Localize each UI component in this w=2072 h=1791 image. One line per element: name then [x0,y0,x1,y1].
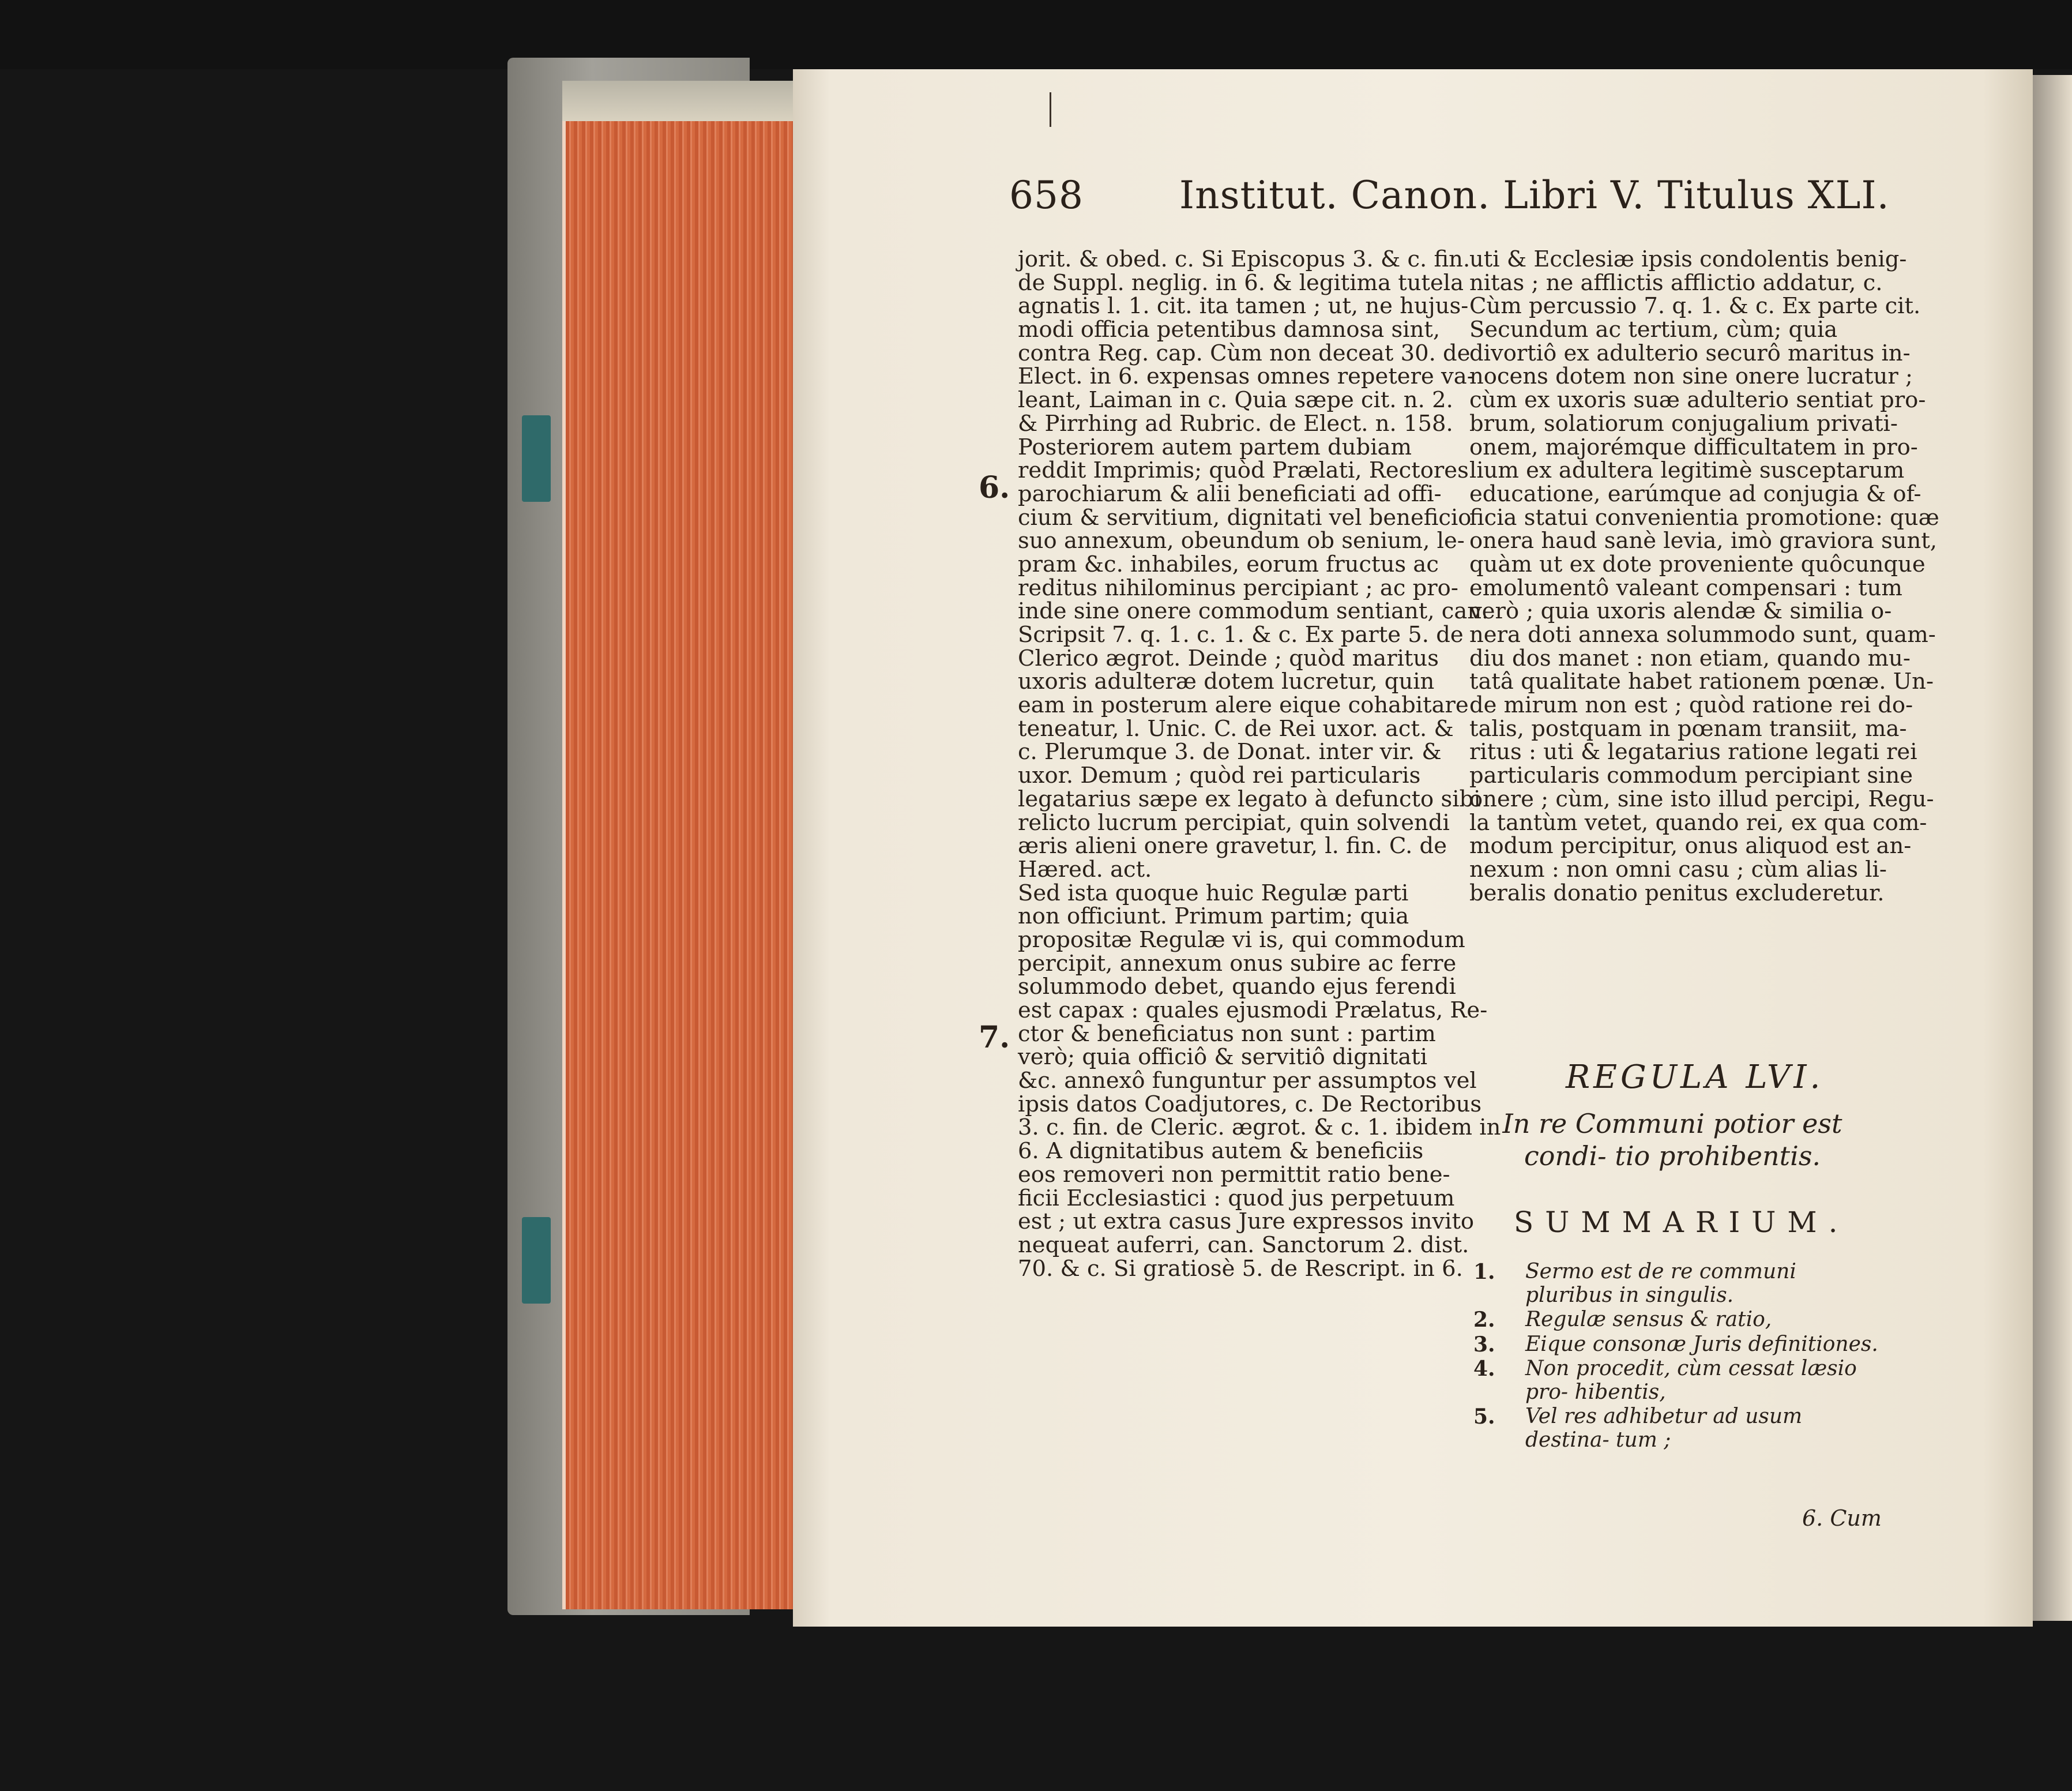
text-line: Clerico ægrot. Deinde ; quòd maritus [1018,645,1439,671]
text-line: ritus : uti & legatarius ratione legati rei [1469,739,1917,765]
summarium-item-text: Eique consonæ Juris definitiones. [1525,1332,1878,1356]
text-line: beralis donatio penitus excluderetur. [1469,880,1885,906]
text-line: reddit Imprimis; quòd Prælati, Rectores [1018,457,1469,484]
text-line: nequeat auferri, can. Sanctorum 2. dist. [1018,1231,1469,1258]
text-line: c. Plerumque 3. de Donat. inter vir. & [1018,739,1442,765]
text-line: modi officia petentibus damnosa sint, [1018,317,1441,343]
text-line: brum, solatiorum conjugalium privati- [1469,410,1898,437]
summarium-item-number: 4. [1473,1357,1495,1381]
text-line: uti & Ecclesiæ ipsis condolentis benig- [1469,246,1907,272]
text-line: teneatur, l. Unic. C. de Rei uxor. act. & [1018,715,1454,742]
clasp-strap [522,1217,551,1304]
text-line: uxoris adulteræ dotem lucretur, quin [1018,669,1435,695]
text-line: pram &c. inhabiles, eorum fructus ac [1018,551,1439,577]
summarium-heading: SUMMARIUM. [1514,1206,1849,1239]
text-line: & Pirrhing ad Rubric. de Elect. n. 158. [1018,410,1453,437]
text-line: legatarius sæpe ex legato à defuncto sibi [1018,786,1481,812]
text-line: &c. annexô funguntur per assumptos vel [1018,1068,1477,1094]
text-line: tatâ qualitate habet rationem pœnæ. Un- [1469,669,1934,695]
text-line: la tantùm vetet, quando rei, ex qua com- [1469,809,1927,836]
summarium-item [1473,1405,1889,1452]
text-line: Secundum ac tertium, cùm; quia [1469,317,1838,343]
text-line: nitas ; ne afflictis afflictio addatur, c. [1469,269,1883,296]
text-line: emolumentô valeant compensari : tum [1469,575,1902,601]
left-text-column [1018,246,1501,1282]
summarium-item-text: Regulæ sensus & ratio, [1525,1308,1772,1331]
text-line: leant, Laiman in c. Quia sæpe cit. n. 2. [1018,387,1453,414]
text-line: eos removeri non permittit ratio bene- [1018,1161,1450,1188]
text-line: inde sine onere commodum sentiant, can. [1018,598,1489,625]
text-line: nera doti annexa solummodo sunt, quam- [1469,622,1936,648]
catchword: 6. Cum [1802,1505,1882,1531]
text-line: 6. A dignitatibus autem & beneficiis [1018,1138,1424,1165]
text-line: propositæ Regulæ vi is, qui commodum [1018,926,1465,953]
text-line: Hæred. act. [1018,856,1152,883]
text-line: Posteriorem autem partem dubiam [1018,434,1412,460]
summarium-item-number: 3. [1473,1332,1495,1357]
clasp-strap [522,415,551,502]
text-line: diu dos manet : non etiam, quando mu- [1469,645,1911,671]
text-line: jorit. & obed. c. Si Episcopus 3. & c. fin. [1018,246,1471,272]
text-line: Cùm percussio 7. q. 1. & c. Ex parte cit. [1469,293,1921,320]
page-number: 658 [1009,173,1084,217]
printers-mark [1050,92,1051,127]
text-line: divortiô ex adulterio securô maritus in- [1469,340,1911,366]
next-page-edge [2033,75,2072,1621]
text-line: de mirum non est ; quòd ratione rei do- [1469,692,1913,719]
text-line: agnatis l. 1. cit. ita tamen ; ut, ne hujus- [1018,293,1469,320]
text-line: quàm ut ex dote proveniente quôcunque [1469,551,1926,577]
text-line: talis, postquam in pœnam transiit, ma- [1469,715,1907,742]
summarium-list [1473,1260,1889,1453]
rule-statement: In re Communi potior est condi- tio prohibentis. [1502,1108,1842,1172]
summarium-item [1473,1333,1889,1357]
text-line: Sed ista quoque huic Regulæ parti [1018,880,1409,906]
summarium-item-number: 2. [1473,1308,1495,1332]
text-line: solummodo debet, quando ejus ferendi [1018,974,1456,1000]
text-line: est capax : quales ejusmodi Prælatus, Re- [1018,997,1488,1023]
text-line: lium ex adultera legitimè susceptarum [1469,457,1905,484]
text-line: onere ; cùm, sine isto illud percipi, Regu- [1469,786,1934,812]
text-line: 3. c. fin. de Cleric. ægrot. & c. 1. ibidem in [1018,1114,1501,1141]
red-page-edges [562,81,796,1609]
text-line: non officiunt. Primum partim; quia [1018,903,1409,930]
text-line: nocens dotem non sine onere lucratur ; [1469,363,1913,390]
text-line: relicto lucrum percipiat, quin solvendi [1018,809,1450,836]
text-line: 70. & c. Si gratiosè 5. de Rescript. in 6. [1018,1255,1463,1282]
summarium-item-text: Vel res adhibetur ad usum destina- tum ; [1525,1405,1803,1452]
summarium-item-number: 5. [1473,1405,1495,1429]
text-line: eam in posterum alere eique cohabitare [1018,692,1469,719]
summarium-item-number: 1. [1473,1260,1495,1284]
text-line: contra Reg. cap. Cùm non deceat 30. de [1018,340,1471,366]
summarium-item [1473,1357,1889,1404]
right-text-column [1469,246,1939,906]
text-line: modum percipitur, onus aliquod est an- [1469,833,1912,859]
text-line: verò ; quia uxoris alendæ & similia o- [1469,598,1892,625]
text-line: parochiarum & alii beneficiati ad offi- [1018,480,1442,507]
text-line: cium & servitium, dignitati vel beneficio [1018,504,1472,531]
text-line: ficia statui convenientia promotione: quæ [1469,504,1939,531]
text-line: cùm ex uxoris suæ adulterio sentiat pro- [1469,387,1926,414]
summarium-item-text: Sermo est de re communi pluribus in singulis. [1525,1260,1796,1307]
paragraph-number-7: 7. [979,1020,1010,1055]
text-line: est ; ut extra casus Jure expressos invito [1018,1208,1475,1235]
text-line: percipit, annexum onus subire ac ferre [1018,950,1457,977]
page-header [1009,173,1890,225]
text-line: verò; quia officiô & servitiô dignitati [1018,1044,1428,1071]
text-line: Elect. in 6. expensas omnes repetere va- [1018,363,1475,390]
page-block-top [562,81,793,121]
summarium-item [1473,1308,1889,1332]
summarium-item-text: Non procedit, cùm cessat læsio pro- hibentis, [1525,1357,1857,1404]
rule-title: REGULA LVI. [1566,1058,1824,1096]
text-line: uxor. Demum ; quòd rei particularis [1018,763,1421,789]
text-line: educatione, earúmque ad conjugia & of- [1469,480,1921,507]
text-line: onera haud sanè levia, imò graviora sunt, [1469,528,1938,554]
text-line: onem, majorémque difficultatem in pro- [1469,434,1918,460]
text-line: nexum : non omni casu ; cùm alias li- [1469,856,1887,883]
text-line: ipsis datos Coadjutores, c. De Rectoribus [1018,1091,1482,1117]
running-title: Institut. Canon. Libri V. Titulus XLI. [1179,173,1890,217]
text-line: de Suppl. neglig. in 6. & legitima tutela [1018,269,1464,296]
summarium-item [1473,1260,1889,1307]
text-line: suo annexum, obeundum ob senium, le- [1018,528,1465,554]
text-line: ficii Ecclesiastici : quod jus perpetuum [1018,1185,1455,1211]
text-line: ctor & beneficiatus non sunt : partim [1018,1020,1436,1047]
text-line: æris alieni onere gravetur, l. fin. C. de [1018,833,1447,859]
paragraph-number-6: 6. [979,470,1010,505]
text-line: reditus nihilominus percipiant ; ac pro- [1018,575,1458,601]
text-line: particularis commodum percipiant sine [1469,763,1913,789]
text-line: Scripsit 7. q. 1. c. 1. & c. Ex parte 5. de [1018,622,1464,648]
